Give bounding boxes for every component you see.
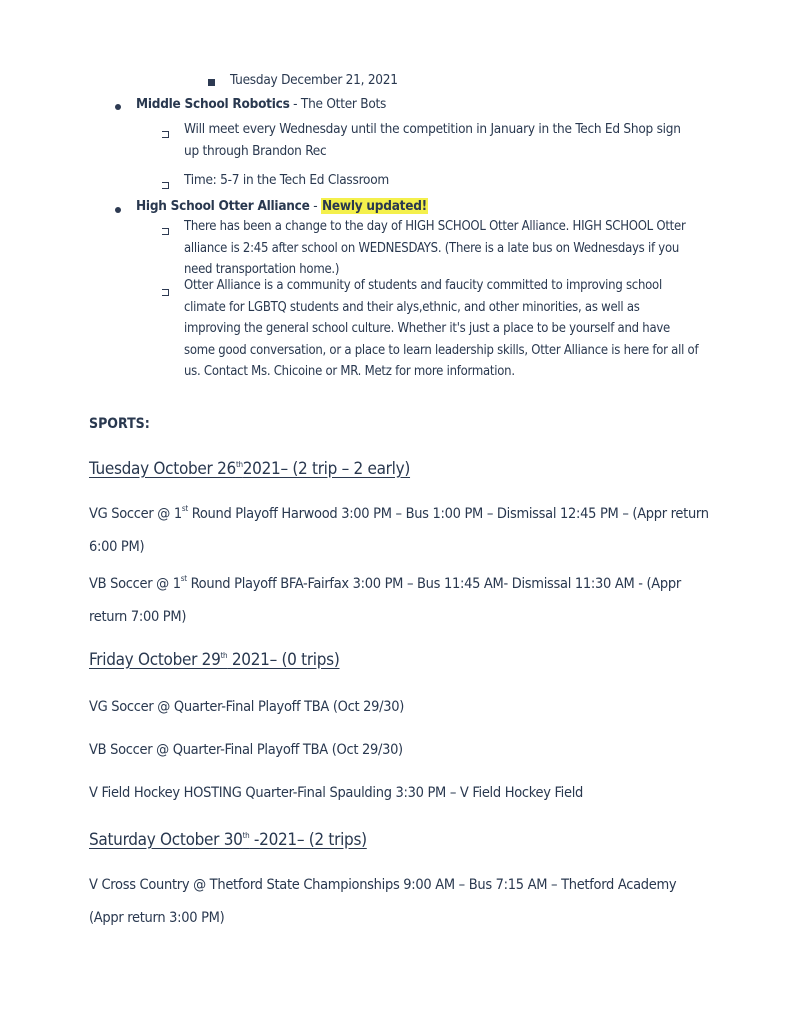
sub-bullet-icon [162,228,169,235]
alliance-heading [136,198,428,214]
day-heading: Tuesday October 26th2021– (2 trip – 2 early) [89,459,411,479]
sports-heading: SPORTS: [89,416,150,432]
robotics-subtitle: - The Otter Bots [289,96,387,112]
sports-event: VB Soccer @ Quarter-Final Playoff TBA (Oct 29/30) [89,742,403,758]
sports-event: VB Soccer @ 1st Round Playoff BFA-Fairfax 3:00 PM – Bus 11:45 AM- Dismissal 11:30 AM - (Appr return 7:00 PM) [89,574,681,625]
robotics-heading [136,96,386,112]
day-heading: Friday October 29th 2021– (0 trips) [89,650,340,670]
robotics-item: Time: 5-7 in the Tech Ed Classroom [184,172,389,188]
sports-event: VG Soccer @ Quarter-Final Playoff TBA (Oct 29/30) [89,699,405,715]
sub-bullet-icon [162,182,169,189]
alliance-item: Otter Alliance is a community of students and faucity committed to improving school climate for LGBTQ students and their alys,ethnic, and other minorities, as well as improving the general school culture. Whether it's just a place to be yourself and have some good conversation, or a place to learn leadership skills, Otter Alliance is here for all of us. Contact Ms. Chicoine or MR. Metz for more information. [184,278,699,379]
robotics-item: Will meet every Wednesday until the competition in January in the Tech Ed Shop sign up through Brandon Rec [184,121,681,159]
sports-event: V Cross Country @ Thetford State Championships 9:00 AM – Bus 7:15 AM – Thetford Academy (Appr return 3:00 PM) [89,877,677,926]
newly-updated-badge: Newly updated! [321,198,427,214]
day-heading: Saturday October 30th -2021– (2 trips) [89,830,367,850]
sub-bullet-icon [162,289,169,296]
robotics-date: Tuesday December 21, 2021 [230,72,398,88]
bullet-icon [115,104,121,110]
alliance-item: There has been a change to the day of HIGH SCHOOL Otter Alliance. HIGH SCHOOL Otter alliance is 2:45 after school on WEDNESDAYS. (There is a late bus on Wednesdays if you need transportation home.) [184,219,686,277]
square-bullet-icon [208,79,215,86]
sub-bullet-icon [162,131,169,138]
bullet-icon [115,207,121,213]
sports-event: VG Soccer @ 1st Round Playoff Harwood 3:00 PM – Bus 1:00 PM – Dismissal 12:45 PM – (Appr return 6:00 PM) [89,504,709,555]
robotics-title: Middle School Robotics [136,96,290,112]
alliance-title: High School Otter Alliance [136,198,310,214]
alliance-separator: - [309,198,321,214]
sports-event: V Field Hockey HOSTING Quarter-Final Spaulding 3:30 PM – V Field Hockey Field [89,785,584,801]
